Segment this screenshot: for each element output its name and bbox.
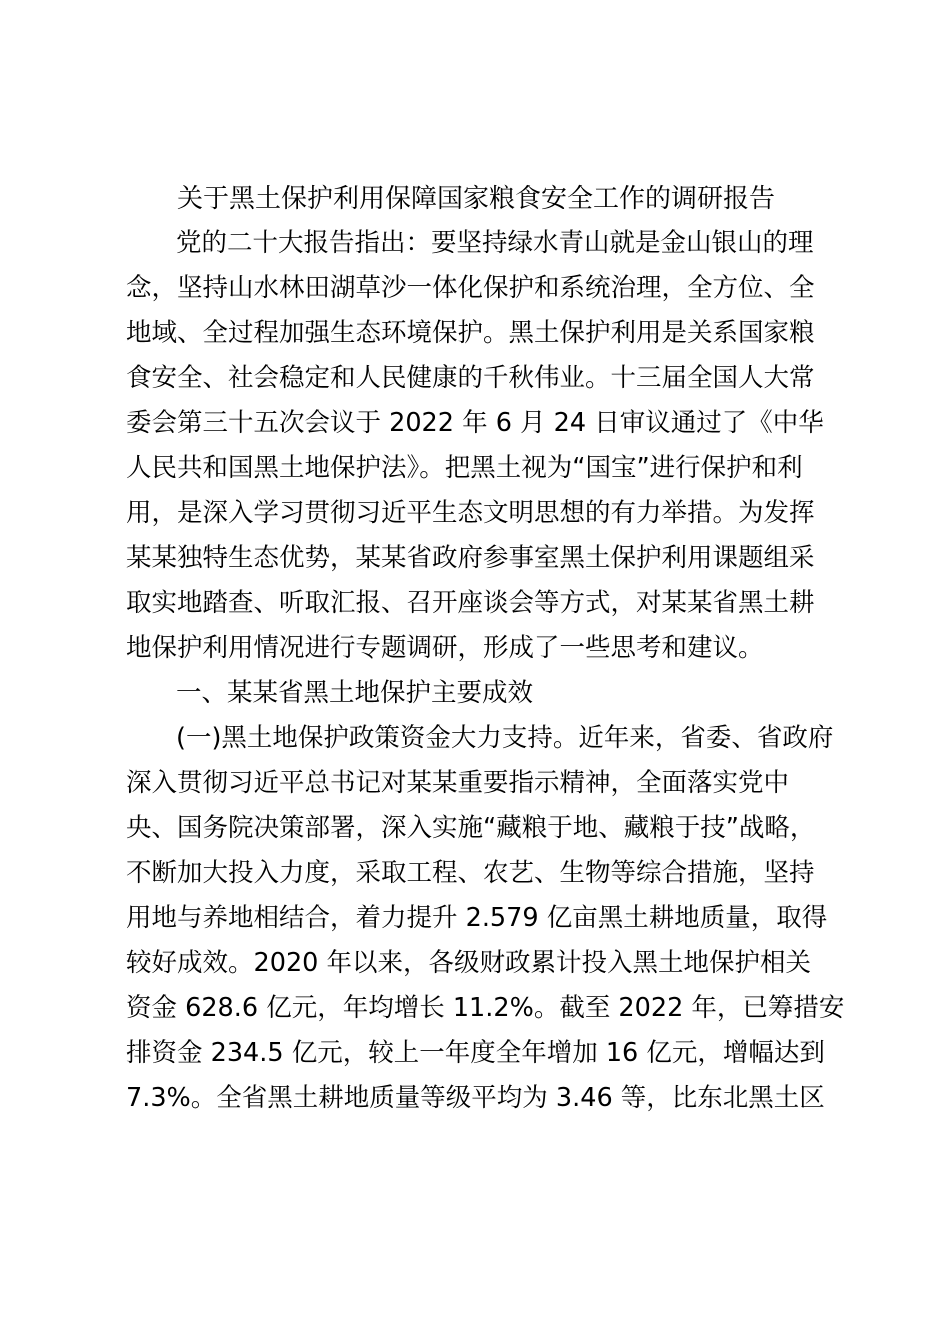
paragraph-line: 地域、全过程加强生态环境保护。黑土保护利用是关系国家粮 — [126, 318, 815, 348]
paragraph-line: 地保护利用情况进行专题调研，形成了一些思考和建议。 — [126, 633, 764, 663]
paragraph-line: 取实地踏查、听取汇报、召开座谈会等方式，对某某省黑土耕 — [126, 588, 815, 618]
paragraph-line: 7.3%。全省黑土耕地质量等级平均为 3.46 等，比东北黑土区 — [126, 1083, 825, 1113]
paragraph-line: 食安全、社会稳定和人民健康的千秋伟业。十三届全国人大常 — [126, 363, 815, 393]
paragraph-line: (一)黑土地保护政策资金大力支持。近年来，省委、省政府 — [176, 723, 834, 753]
section-heading: 一、某某省黑土地保护主要成效 — [176, 678, 534, 708]
paragraph-line: 用，是深入学习贯彻习近平生态文明思想的有力举措。为发挥 — [126, 498, 815, 528]
paragraph-line: 深入贯彻习近平总书记对某某重要指示精神，全面落实党中 — [126, 768, 790, 798]
paragraph-line: 资金 628.6 亿元，年均增长 11.2%。截至 2022 年，已筹措安 — [126, 993, 845, 1023]
paragraph-line: 用地与养地相结合，着力提升 2.579 亿亩黑土耕地质量，取得 — [126, 903, 828, 933]
paragraph-line: 人民共和国黑土地保护法》。把黑土视为“国宝”进行保护和利 — [126, 453, 803, 483]
document-title: 关于黑土保护利用保障国家粮食安全工作的调研报告 — [176, 184, 775, 214]
paragraph-line: 央、国务院决策部署，深入实施“藏粮于地、藏粮于技”战略， — [126, 813, 816, 843]
paragraph-line: 委会第三十五次会议于 2022 年 6 月 24 日审议通过了《中华 — [126, 408, 824, 438]
paragraph-line: 较好成效。2020 年以来，各级财政累计投入黑土地保护相关 — [126, 948, 812, 978]
paragraph-line: 不断加大投入力度，采取工程、农艺、生物等综合措施，坚持 — [126, 858, 815, 888]
paragraph-line: 某某独特生态优势，某某省政府参事室黑土保护利用课题组采 — [126, 543, 815, 573]
paragraph-line: 排资金 234.5 亿元，较上一年度全年增加 16 亿元，增幅达到 — [126, 1038, 825, 1068]
paragraph-line: 党的二十大报告指出：要坚持绿水青山就是金山银山的理 — [176, 228, 814, 258]
paragraph-line: 念，坚持山水林田湖草沙一体化保护和系统治理，全方位、全 — [126, 273, 815, 303]
